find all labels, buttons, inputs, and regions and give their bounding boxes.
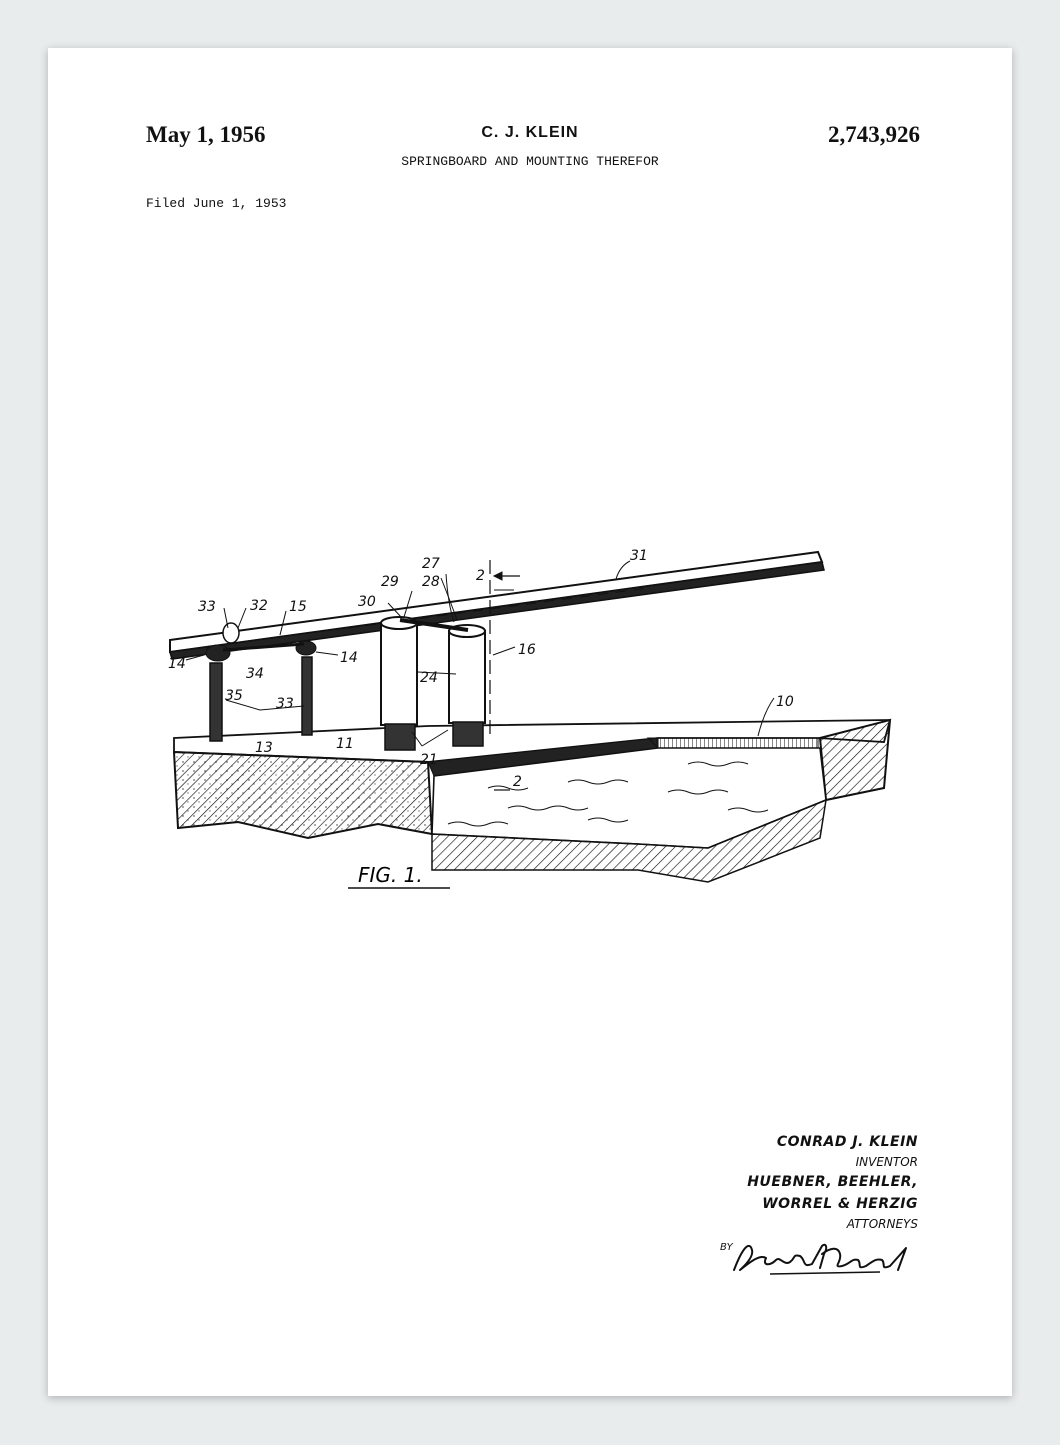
ref-numeral: 14 [340,650,358,666]
inventor-name: CONRAD J. KLEIN [776,1134,918,1150]
ref-numeral: 29 [381,574,399,590]
ref-numeral: 13 [255,740,273,756]
ref-numeral: 27 [422,556,440,572]
figure-label: FIG. 1. [358,863,423,887]
ref-numeral: 32 [250,598,268,614]
patent-sheet [48,48,1012,1396]
attorneys-line-1: HUEBNER, BEEHLER, [747,1174,918,1190]
patent-title: SPRINGBOARD AND MOUNTING THEREFOR [401,154,659,169]
attorneys-role: ATTORNEYS [846,1217,918,1231]
ref-numeral: 15 [289,599,307,615]
springboard [170,552,824,659]
ref-numeral: 10 [776,694,794,710]
ref-numeral: 31 [630,548,648,564]
ref-numeral: 28 [422,574,440,590]
signature-block [747,1131,918,1233]
patent-number: 2,743,926 [828,122,920,147]
ref-numeral: 21 [420,752,438,768]
ref-numeral: 33 [276,696,294,712]
ref-numeral: 30 [358,594,376,610]
handwritten-signature [730,1240,920,1280]
ref-numeral: 14 [168,656,186,672]
filed-date: Filed June 1, 1953 [146,196,287,211]
ref-numeral: 11 [336,736,354,752]
inventor-role: INVENTOR [855,1155,918,1169]
ref-numeral: 24 [420,670,438,686]
attorneys-line-2: WORREL & HERZIG [762,1196,918,1212]
patent-date: May 1, 1956 [146,122,266,147]
ref-numeral: 2 [513,774,522,790]
pool-water [432,748,826,882]
ref-numeral: 35 [225,688,243,704]
ref-numeral: 34 [246,666,264,682]
inventor-header: C. J. KLEIN [481,124,579,141]
ref-numeral: 2 [476,568,485,584]
by-label: BY [720,1242,733,1253]
ref-numeral: 33 [198,599,216,615]
ref-numeral: 16 [518,642,536,658]
